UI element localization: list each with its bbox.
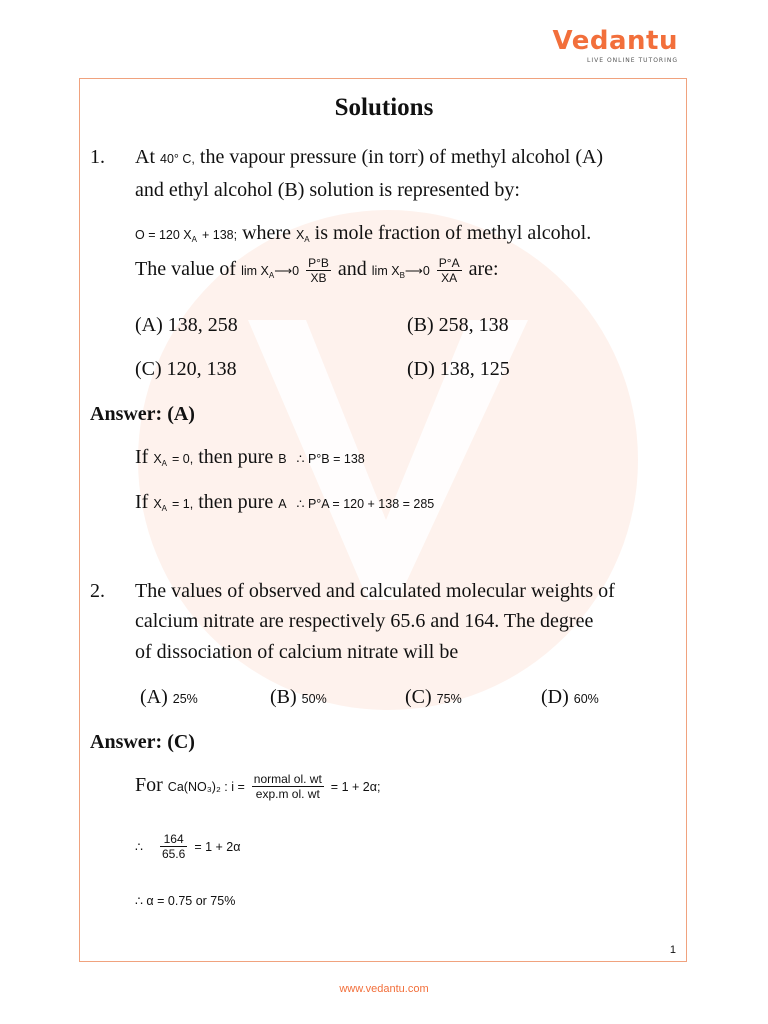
question-1-number: 1. <box>90 146 105 168</box>
q1-sol1-x-sub: A <box>161 459 168 468</box>
q1-sol2-a: A <box>278 497 287 511</box>
q2-step2-text: ∴ α = 0.75 or 75% <box>135 894 236 908</box>
q1-fraction-1-num: P°B <box>308 256 329 270</box>
logo-wordmark: Vedantu <box>552 26 678 56</box>
q1-lim-2: lim X <box>371 264 400 279</box>
q1-solution-line-1 <box>135 446 365 469</box>
q1-sol2-if: If <box>135 491 149 513</box>
q1-are: are: <box>468 258 499 281</box>
q1-sol1-result: ∴ P°B = 138 <box>296 452 365 466</box>
q2-formula: Ca(NO₃)₂ : i = <box>167 780 245 795</box>
q2-option-c <box>405 686 462 709</box>
question-2-line-3: of dissociation of calcium nitrate will be <box>135 641 459 663</box>
q2-option-a-value: 25% <box>172 692 198 706</box>
q1-sol1-cond: = 0, <box>172 452 194 466</box>
q2-option-d-label: (D) <box>541 686 569 708</box>
q1-fraction-1 <box>306 256 331 285</box>
logo-tagline: LIVE ONLINE TUTORING <box>587 57 678 64</box>
q1-sol2-x-sub: A <box>161 504 168 513</box>
q2-step1-tail: = 1 + 2α <box>194 840 241 855</box>
q1-xa: X <box>295 228 305 242</box>
q2-option-d-value: 60% <box>573 692 599 706</box>
q1-answer: Answer: (A) <box>90 403 195 425</box>
q2-step-1 <box>135 832 240 861</box>
q2-option-c-value: 75% <box>436 692 462 706</box>
q2-option-a-label: (A) <box>140 686 168 708</box>
q2-formula-fraction <box>252 772 324 801</box>
q1-where-tail: is mole fraction of methyl alcohol. <box>314 222 592 244</box>
q1-fraction-2 <box>437 256 462 285</box>
q1-sol2-result: ∴ P°A = 120 + 138 = 285 <box>296 497 435 511</box>
q2-formula-fraction-num: normal ol. wt <box>253 772 322 786</box>
q1-equation-tail: + 138; <box>201 228 238 242</box>
page-title: Solutions <box>334 94 434 121</box>
q2-answer: Answer: (C) <box>90 731 195 753</box>
q2-option-b <box>270 686 327 709</box>
q2-option-d <box>541 686 599 709</box>
q2-step1-num: 164 <box>160 832 187 847</box>
question-1-line-2: and ethyl alcohol (B) solution is represented by: <box>135 179 520 201</box>
q1-sol1-if: If <box>135 446 149 468</box>
q1-sol1-x: X <box>153 452 162 466</box>
q1-option-c: (C) 120, 138 <box>135 358 237 380</box>
q2-step1-den: 65.6 <box>161 847 186 861</box>
q2-option-a <box>140 686 198 709</box>
q1-where: where <box>242 222 291 244</box>
q1-fraction-2-den: XA <box>441 271 458 285</box>
question-2-line-1: The values of observed and calculated molecular weights of <box>135 580 615 602</box>
q1-lim-1-arrow: ⟶0 <box>274 264 300 279</box>
q2-formula-tail: = 1 + 2α; <box>330 780 381 795</box>
q2-step1-therefore: ∴ <box>135 840 143 855</box>
q1-fraction-2-num: P°A <box>438 256 460 270</box>
q1-option-d: (D) 138, 125 <box>407 358 510 380</box>
question-1-limit-line <box>135 256 499 285</box>
q1-xa-sub: A <box>304 235 310 244</box>
q2-option-b-value: 50% <box>301 692 327 706</box>
q2-formula-fraction-den: exp.m ol. wt <box>255 787 320 801</box>
q1-solution-line-2 <box>135 491 434 514</box>
question-1-line-1 <box>135 146 603 169</box>
q2-for: For <box>135 774 163 797</box>
q1-temperature: 40° C, <box>160 152 195 166</box>
question-2-number: 2. <box>90 580 105 602</box>
q1-lim-2-sub: B <box>399 271 405 281</box>
q1-sol1-b: B <box>278 452 287 466</box>
q1-lim-2-arrow: ⟶0 <box>404 264 430 279</box>
q1-sol2-then: then pure <box>198 491 274 513</box>
q2-step-2 <box>135 888 235 911</box>
q1-option-b: (B) 258, 138 <box>407 314 509 336</box>
q1-lim-1-sub: A <box>268 271 275 281</box>
q1-sol2-cond: = 1, <box>172 497 194 511</box>
q1-equation: O = 120 X <box>135 228 192 242</box>
q1-line1-text: the vapour pressure (in torr) of methyl alcohol (A) <box>199 146 604 168</box>
q2-formula-line <box>135 772 380 801</box>
q1-at: At <box>135 146 155 168</box>
footer-website: www.vedantu.com <box>339 983 429 995</box>
q1-option-a: (A) 138, 258 <box>135 314 238 336</box>
q1-value-of: The value of <box>135 258 237 281</box>
q2-option-c-label: (C) <box>405 686 432 708</box>
q1-sol2-x: X <box>153 497 162 511</box>
question-2-line-2: calcium nitrate are respectively 65.6 and 164. The degree <box>135 610 594 632</box>
q1-and: and <box>337 258 367 281</box>
q1-fraction-1-den: XB <box>310 271 327 285</box>
q2-step1-fraction <box>160 832 187 861</box>
question-1-equation-line <box>135 222 591 245</box>
q1-equation-sub: A <box>191 235 197 244</box>
q2-option-b-label: (B) <box>270 686 297 708</box>
q1-sol1-then: then pure <box>198 446 274 468</box>
page-number: 1 <box>669 944 676 956</box>
q1-lim-1: lim X <box>241 264 269 279</box>
